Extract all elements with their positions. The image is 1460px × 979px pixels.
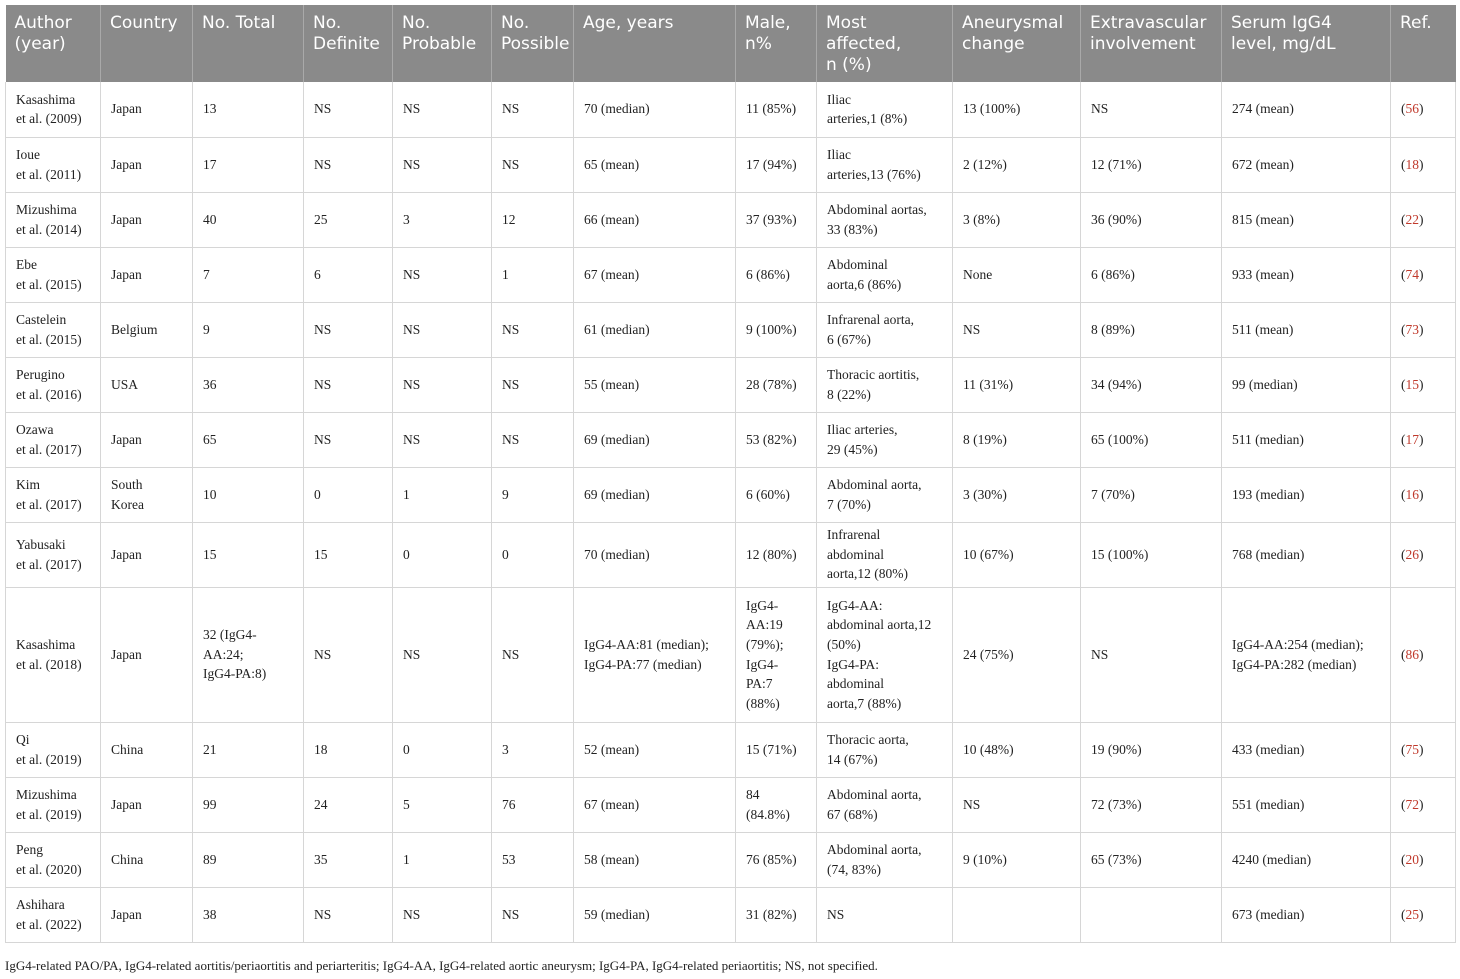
cell-male-n: 17 (94%) bbox=[736, 137, 817, 192]
cell-most-affected: Abdominal aorta, 67 (68%) bbox=[817, 777, 953, 832]
cell-author-year: Qi et al. (2019) bbox=[6, 722, 101, 777]
reference-link[interactable]: 20 bbox=[1405, 851, 1419, 867]
cell-no-possible: 0 bbox=[492, 522, 574, 587]
cell-aneurysmal-change: 3 (30%) bbox=[953, 467, 1081, 522]
cell-country: USA bbox=[101, 357, 193, 412]
cell-no-definite: NS bbox=[304, 357, 393, 412]
cell-most-affected: Thoracic aorta, 14 (67%) bbox=[817, 722, 953, 777]
cell-no-definite: 25 bbox=[304, 192, 393, 247]
cell-serum-igg4-level: 815 (mean) bbox=[1222, 192, 1391, 247]
cell-no-probable: NS bbox=[393, 587, 492, 722]
cell-no-probable: NS bbox=[393, 137, 492, 192]
cell-no-total: 7 bbox=[193, 247, 304, 302]
reference-link[interactable]: 17 bbox=[1405, 431, 1419, 447]
reference-link[interactable]: 26 bbox=[1405, 546, 1419, 562]
column-header-male-n: Male, n% bbox=[736, 5, 817, 82]
cell-no-probable: 5 bbox=[393, 777, 492, 832]
cell-male-n: 31 (82%) bbox=[736, 887, 817, 942]
cell-age-years: 55 (mean) bbox=[574, 357, 736, 412]
cell-author-year: Peng et al. (2020) bbox=[6, 832, 101, 887]
cell-extravascular-involvement: 19 (90%) bbox=[1081, 722, 1222, 777]
column-header-no-total: No. Total bbox=[193, 5, 304, 82]
cell-most-affected: Iliac arteries,1 (8%) bbox=[817, 82, 953, 137]
cell-no-total: 10 bbox=[193, 467, 304, 522]
cell-male-n: 6 (60%) bbox=[736, 467, 817, 522]
cell-no-definite: 0 bbox=[304, 467, 393, 522]
reference-link[interactable]: 16 bbox=[1405, 486, 1419, 502]
cell-ref[interactable]: (74) bbox=[1391, 247, 1456, 302]
cell-country: Japan bbox=[101, 522, 193, 587]
cell-aneurysmal-change: 13 (100%) bbox=[953, 82, 1081, 137]
table-row bbox=[6, 777, 1456, 832]
cell-serum-igg4-level: 274 (mean) bbox=[1222, 82, 1391, 137]
column-header-no-probable: No. Probable bbox=[393, 5, 492, 82]
cell-no-definite: 15 bbox=[304, 522, 393, 587]
cell-serum-igg4-level: 511 (mean) bbox=[1222, 302, 1391, 357]
cell-no-possible: 1 bbox=[492, 247, 574, 302]
cell-author-year: Ioue et al. (2011) bbox=[6, 137, 101, 192]
cell-age-years: 59 (median) bbox=[574, 887, 736, 942]
cell-country: Japan bbox=[101, 412, 193, 467]
column-header-age-years: Age, years bbox=[574, 5, 736, 82]
reference-link[interactable]: 18 bbox=[1405, 156, 1419, 172]
cell-no-probable: 0 bbox=[393, 722, 492, 777]
cell-no-total: 40 bbox=[193, 192, 304, 247]
cell-age-years: 61 (median) bbox=[574, 302, 736, 357]
cell-no-definite: NS bbox=[304, 587, 393, 722]
cell-most-affected: NS bbox=[817, 887, 953, 942]
cell-extravascular-involvement: 36 (90%) bbox=[1081, 192, 1222, 247]
table-body bbox=[6, 82, 1456, 942]
cell-author-year: Yabusaki et al. (2017) bbox=[6, 522, 101, 587]
cell-no-probable: 1 bbox=[393, 467, 492, 522]
cell-serum-igg4-level: 511 (median) bbox=[1222, 412, 1391, 467]
cell-age-years: 58 (mean) bbox=[574, 832, 736, 887]
column-header-ref: Ref. bbox=[1391, 5, 1456, 82]
column-header-most-affected: Most affected, n (%) bbox=[817, 5, 953, 82]
reference-link[interactable]: 72 bbox=[1405, 796, 1419, 812]
cell-no-possible: NS bbox=[492, 137, 574, 192]
table-row bbox=[6, 467, 1456, 522]
cell-no-definite: NS bbox=[304, 137, 393, 192]
cell-author-year: Kim et al. (2017) bbox=[6, 467, 101, 522]
cell-author-year: Kasashima et al. (2018) bbox=[6, 587, 101, 722]
cell-serum-igg4-level: 99 (median) bbox=[1222, 357, 1391, 412]
reference-link[interactable]: 86 bbox=[1405, 646, 1419, 662]
cell-ref[interactable]: (15) bbox=[1391, 357, 1456, 412]
cell-extravascular-involvement: 65 (73%) bbox=[1081, 832, 1222, 887]
cell-extravascular-involvement: NS bbox=[1081, 587, 1222, 722]
table-row bbox=[6, 247, 1456, 302]
cell-age-years: 69 (median) bbox=[574, 467, 736, 522]
cell-author-year: Ashihara et al. (2022) bbox=[6, 887, 101, 942]
reference-link[interactable]: 75 bbox=[1405, 741, 1419, 757]
cell-no-definite: NS bbox=[304, 302, 393, 357]
cell-extravascular-involvement: 7 (70%) bbox=[1081, 467, 1222, 522]
cell-extravascular-involvement: 8 (89%) bbox=[1081, 302, 1222, 357]
cell-no-possible: 9 bbox=[492, 467, 574, 522]
cell-age-years: 65 (mean) bbox=[574, 137, 736, 192]
cell-country: Belgium bbox=[101, 302, 193, 357]
cell-most-affected: Abdominal aorta,6 (86%) bbox=[817, 247, 953, 302]
column-header-no-possible: No. Possible bbox=[492, 5, 574, 82]
cell-no-total: 32 (IgG4- AA:24; IgG4-PA:8) bbox=[193, 587, 304, 722]
cell-country: South Korea bbox=[101, 467, 193, 522]
cell-extravascular-involvement: 12 (71%) bbox=[1081, 137, 1222, 192]
cell-no-possible: NS bbox=[492, 302, 574, 357]
cell-no-total: 99 bbox=[193, 777, 304, 832]
cell-no-total: 38 bbox=[193, 887, 304, 942]
cell-no-possible: 12 bbox=[492, 192, 574, 247]
cell-no-possible: 53 bbox=[492, 832, 574, 887]
cell-author-year: Kasashima et al. (2009) bbox=[6, 82, 101, 137]
cell-country: Japan bbox=[101, 887, 193, 942]
cell-country: Japan bbox=[101, 587, 193, 722]
cell-most-affected: Thoracic aortitis, 8 (22%) bbox=[817, 357, 953, 412]
cell-no-probable: NS bbox=[393, 887, 492, 942]
cell-no-definite: 6 bbox=[304, 247, 393, 302]
cell-ref[interactable]: (56) bbox=[1391, 82, 1456, 137]
cell-no-definite: 35 bbox=[304, 832, 393, 887]
cell-male-n: 76 (85%) bbox=[736, 832, 817, 887]
cell-male-n: 9 (100%) bbox=[736, 302, 817, 357]
reference-link[interactable]: 74 bbox=[1405, 266, 1419, 282]
table-row bbox=[6, 522, 1456, 587]
cell-no-probable: 3 bbox=[393, 192, 492, 247]
cell-ref[interactable]: (72) bbox=[1391, 777, 1456, 832]
cell-extravascular-involvement: 15 (100%) bbox=[1081, 522, 1222, 587]
cell-male-n: IgG4- AA:19 (79%); IgG4- PA:7 (88%) bbox=[736, 587, 817, 722]
cell-no-total: 21 bbox=[193, 722, 304, 777]
cell-no-possible: NS bbox=[492, 357, 574, 412]
column-header-extravascular-involvement: Extravascular involvement bbox=[1081, 5, 1222, 82]
cell-country: Japan bbox=[101, 192, 193, 247]
column-header-aneurysmal-change: Aneurysmal change bbox=[953, 5, 1081, 82]
cell-no-total: 13 bbox=[193, 82, 304, 137]
cell-aneurysmal-change: 11 (31%) bbox=[953, 357, 1081, 412]
cell-serum-igg4-level: 933 (mean) bbox=[1222, 247, 1391, 302]
cell-ref[interactable]: (20) bbox=[1391, 832, 1456, 887]
cell-no-probable: NS bbox=[393, 302, 492, 357]
column-header-no-definite: No. Definite bbox=[304, 5, 393, 82]
table-row bbox=[6, 587, 1456, 722]
cell-most-affected: Abdominal aorta, (74, 83%) bbox=[817, 832, 953, 887]
cell-no-probable: NS bbox=[393, 247, 492, 302]
cell-serum-igg4-level: 672 (mean) bbox=[1222, 137, 1391, 192]
cell-no-possible: NS bbox=[492, 587, 574, 722]
table-row bbox=[6, 887, 1456, 942]
cell-no-probable: NS bbox=[393, 82, 492, 137]
cell-serum-igg4-level: 673 (median) bbox=[1222, 887, 1391, 942]
table-footnote: IgG4-related PAO/PA, IgG4-related aortitis/periaortitis and periarteritis; IgG4-AA, IgG4-related aortic aneurysm; IgG4-PA, IgG4-related periaortitis; NS, not specified. bbox=[5, 958, 878, 973]
cell-country: China bbox=[101, 832, 193, 887]
cell-age-years: 67 (mean) bbox=[574, 247, 736, 302]
cell-no-probable: 0 bbox=[393, 522, 492, 587]
cell-aneurysmal-change: NS bbox=[953, 302, 1081, 357]
cell-aneurysmal-change bbox=[953, 887, 1081, 942]
cell-aneurysmal-change: None bbox=[953, 247, 1081, 302]
cell-no-probable: 1 bbox=[393, 832, 492, 887]
cell-no-total: 65 bbox=[193, 412, 304, 467]
reference-link[interactable]: 25 bbox=[1405, 906, 1419, 922]
table-row bbox=[6, 82, 1456, 137]
cell-no-possible: 3 bbox=[492, 722, 574, 777]
cell-aneurysmal-change: 10 (67%) bbox=[953, 522, 1081, 587]
column-header-author-year: Author (year) bbox=[6, 5, 101, 82]
cell-extravascular-involvement: 65 (100%) bbox=[1081, 412, 1222, 467]
cell-most-affected: Iliac arteries,13 (76%) bbox=[817, 137, 953, 192]
data-table bbox=[5, 5, 1456, 943]
cell-author-year: Mizushima et al. (2019) bbox=[6, 777, 101, 832]
cell-no-definite: NS bbox=[304, 412, 393, 467]
cell-serum-igg4-level: 433 (median) bbox=[1222, 722, 1391, 777]
cell-no-total: 89 bbox=[193, 832, 304, 887]
cell-author-year: Ebe et al. (2015) bbox=[6, 247, 101, 302]
cell-no-possible: NS bbox=[492, 887, 574, 942]
cell-no-probable: NS bbox=[393, 357, 492, 412]
cell-aneurysmal-change: 8 (19%) bbox=[953, 412, 1081, 467]
reference-link[interactable]: 73 bbox=[1405, 321, 1419, 337]
table-row bbox=[6, 412, 1456, 467]
cell-no-definite: 18 bbox=[304, 722, 393, 777]
cell-serum-igg4-level: 551 (median) bbox=[1222, 777, 1391, 832]
cell-most-affected: Abdominal aortas, 33 (83%) bbox=[817, 192, 953, 247]
cell-most-affected: Infrarenal abdominal aorta,12 (80%) bbox=[817, 522, 953, 587]
cell-no-total: 9 bbox=[193, 302, 304, 357]
cell-country: Japan bbox=[101, 137, 193, 192]
cell-author-year: Perugino et al. (2016) bbox=[6, 357, 101, 412]
table-row bbox=[6, 137, 1456, 192]
cell-most-affected: Infrarenal aorta, 6 (67%) bbox=[817, 302, 953, 357]
cell-ref[interactable]: (17) bbox=[1391, 412, 1456, 467]
cell-country: China bbox=[101, 722, 193, 777]
cell-no-possible: NS bbox=[492, 412, 574, 467]
cell-aneurysmal-change: 10 (48%) bbox=[953, 722, 1081, 777]
cell-no-possible: NS bbox=[492, 82, 574, 137]
cell-extravascular-involvement: 6 (86%) bbox=[1081, 247, 1222, 302]
cell-aneurysmal-change: 2 (12%) bbox=[953, 137, 1081, 192]
column-header-country: Country bbox=[101, 5, 193, 82]
table-row bbox=[6, 302, 1456, 357]
cell-male-n: 84 (84.8%) bbox=[736, 777, 817, 832]
cell-extravascular-involvement bbox=[1081, 887, 1222, 942]
cell-no-definite: NS bbox=[304, 82, 393, 137]
cell-serum-igg4-level: 193 (median) bbox=[1222, 467, 1391, 522]
cell-ref[interactable]: (75) bbox=[1391, 722, 1456, 777]
cell-extravascular-involvement: NS bbox=[1081, 82, 1222, 137]
cell-male-n: 11 (85%) bbox=[736, 82, 817, 137]
cell-aneurysmal-change: NS bbox=[953, 777, 1081, 832]
table-row bbox=[6, 722, 1456, 777]
cell-aneurysmal-change: 3 (8%) bbox=[953, 192, 1081, 247]
cell-age-years: 70 (median) bbox=[574, 82, 736, 137]
table-container bbox=[5, 5, 1455, 943]
cell-ref[interactable]: (86) bbox=[1391, 587, 1456, 722]
cell-most-affected: Iliac arteries, 29 (45%) bbox=[817, 412, 953, 467]
cell-country: Japan bbox=[101, 247, 193, 302]
cell-male-n: 37 (93%) bbox=[736, 192, 817, 247]
cell-male-n: 28 (78%) bbox=[736, 357, 817, 412]
cell-age-years: 70 (median) bbox=[574, 522, 736, 587]
cell-age-years: 69 (median) bbox=[574, 412, 736, 467]
cell-ref[interactable]: (16) bbox=[1391, 467, 1456, 522]
reference-link[interactable]: 56 bbox=[1405, 101, 1419, 117]
column-header-serum-igg4-level: Serum IgG4 level, mg/dL bbox=[1222, 5, 1391, 82]
cell-male-n: 6 (86%) bbox=[736, 247, 817, 302]
cell-serum-igg4-level: 4240 (median) bbox=[1222, 832, 1391, 887]
cell-no-probable: NS bbox=[393, 412, 492, 467]
cell-no-total: 36 bbox=[193, 357, 304, 412]
cell-age-years: 66 (mean) bbox=[574, 192, 736, 247]
cell-male-n: 53 (82%) bbox=[736, 412, 817, 467]
cell-no-definite: NS bbox=[304, 887, 393, 942]
cell-ref[interactable]: (18) bbox=[1391, 137, 1456, 192]
cell-age-years: IgG4-AA:81 (median); IgG4-PA:77 (median) bbox=[574, 587, 736, 722]
cell-age-years: 67 (mean) bbox=[574, 777, 736, 832]
table-row bbox=[6, 192, 1456, 247]
reference-link[interactable]: 15 bbox=[1405, 376, 1419, 392]
cell-author-year: Ozawa et al. (2017) bbox=[6, 412, 101, 467]
cell-no-possible: 76 bbox=[492, 777, 574, 832]
cell-ref[interactable]: (25) bbox=[1391, 887, 1456, 942]
cell-male-n: 15 (71%) bbox=[736, 722, 817, 777]
cell-serum-igg4-level: 768 (median) bbox=[1222, 522, 1391, 587]
cell-most-affected: IgG4-AA: abdominal aorta,12 (50%) IgG4-PA: abdominal aorta,7 (88%) bbox=[817, 587, 953, 722]
cell-ref[interactable]: (73) bbox=[1391, 302, 1456, 357]
cell-no-total: 15 bbox=[193, 522, 304, 587]
cell-country: Japan bbox=[101, 777, 193, 832]
cell-aneurysmal-change: 9 (10%) bbox=[953, 832, 1081, 887]
reference-link[interactable]: 22 bbox=[1405, 211, 1419, 227]
cell-male-n: 12 (80%) bbox=[736, 522, 817, 587]
table-row bbox=[6, 357, 1456, 412]
table-header-row bbox=[6, 5, 1456, 82]
cell-no-total: 17 bbox=[193, 137, 304, 192]
cell-no-definite: 24 bbox=[304, 777, 393, 832]
cell-extravascular-involvement: 34 (94%) bbox=[1081, 357, 1222, 412]
cell-author-year: Castelein et al. (2015) bbox=[6, 302, 101, 357]
table-row bbox=[6, 832, 1456, 887]
cell-author-year: Mizushima et al. (2014) bbox=[6, 192, 101, 247]
cell-extravascular-involvement: 72 (73%) bbox=[1081, 777, 1222, 832]
cell-country: Japan bbox=[101, 82, 193, 137]
cell-serum-igg4-level: IgG4-AA:254 (median); IgG4-PA:282 (median) bbox=[1222, 587, 1391, 722]
cell-ref[interactable]: (22) bbox=[1391, 192, 1456, 247]
cell-ref[interactable]: (26) bbox=[1391, 522, 1456, 587]
cell-aneurysmal-change: 24 (75%) bbox=[953, 587, 1081, 722]
cell-most-affected: Abdominal aorta, 7 (70%) bbox=[817, 467, 953, 522]
cell-age-years: 52 (mean) bbox=[574, 722, 736, 777]
